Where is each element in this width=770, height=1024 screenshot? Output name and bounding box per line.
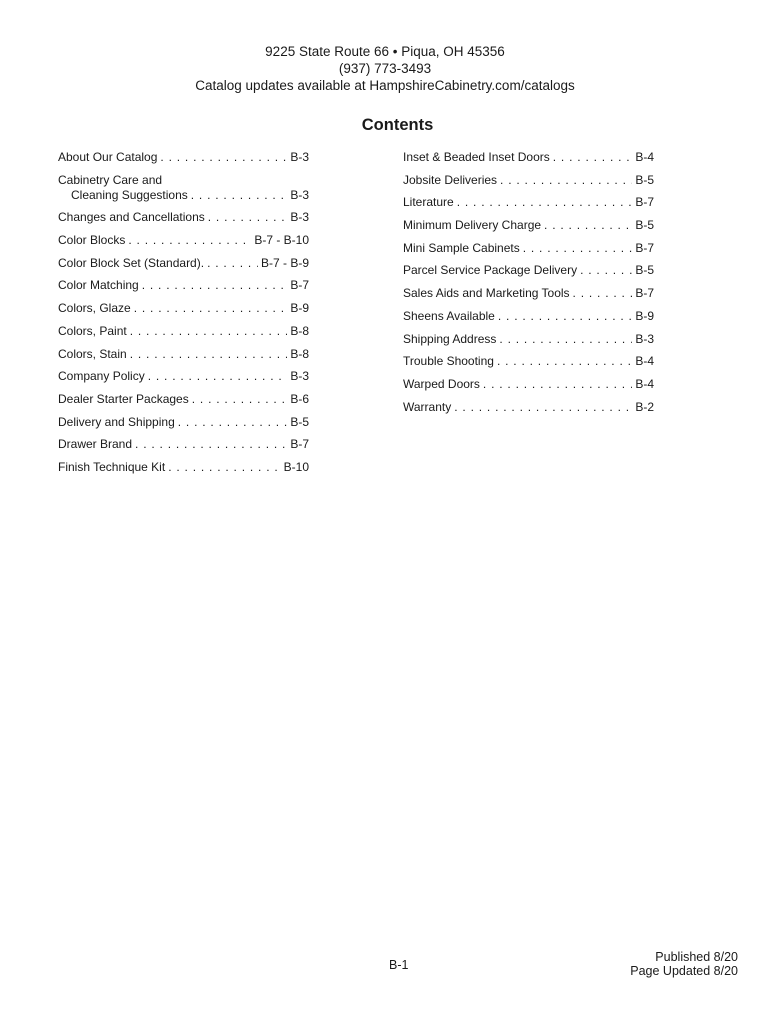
toc-entry-title-line: Sales Aids and Marketing Tools bbox=[403, 286, 570, 301]
toc-entry bbox=[58, 324, 309, 339]
toc-entry-page: B-7 - B-9 bbox=[260, 255, 309, 270]
toc-entry-title bbox=[403, 263, 577, 278]
toc-entry-page: B-9 bbox=[290, 301, 309, 316]
toc-entry bbox=[403, 332, 654, 347]
toc-entry-title bbox=[58, 460, 165, 475]
toc-entry bbox=[403, 354, 654, 369]
dot-leader bbox=[192, 392, 288, 407]
toc-entry bbox=[58, 256, 309, 271]
toc-entry-title-line: About Our Catalog bbox=[58, 150, 158, 164]
toc-entry bbox=[403, 263, 654, 278]
publication-info bbox=[630, 950, 738, 978]
toc-entry-title bbox=[58, 256, 204, 271]
toc-entry-title bbox=[58, 324, 127, 339]
toc-entry-page: B-3 bbox=[635, 331, 654, 346]
dot-leader bbox=[191, 188, 288, 203]
toc-entry-title bbox=[58, 392, 189, 407]
dot-leader bbox=[135, 437, 287, 452]
toc-entry-title-line: Minimum Delivery Charge bbox=[403, 218, 542, 233]
dot-leader bbox=[497, 354, 632, 369]
toc-entry-title-line: Inset & Beaded Inset Doors bbox=[403, 150, 550, 164]
phone-line: (937) 773-3493 bbox=[338, 61, 432, 76]
dot-leader bbox=[208, 210, 288, 225]
toc-entry-page: B-3 bbox=[290, 369, 309, 384]
toc-left-column bbox=[58, 150, 309, 483]
toc-entry bbox=[403, 286, 654, 301]
toc-entry-title-line: Cabinetry Care and bbox=[58, 172, 163, 187]
address-line: 9225 State Route 66 • Piqua, OH 45356 bbox=[265, 44, 505, 59]
toc-entry-title bbox=[58, 278, 139, 293]
dot-leader bbox=[128, 233, 251, 248]
toc-entry-page: B-4 bbox=[635, 354, 654, 369]
toc-entry-title bbox=[58, 233, 125, 248]
toc-entry bbox=[58, 278, 309, 293]
toc-entry-title-line: Warped Doors bbox=[403, 376, 480, 391]
toc-entry-title-line: Parcel Service Package Delivery bbox=[403, 263, 578, 278]
toc-entry-title-line: Trouble Shooting bbox=[403, 354, 494, 369]
toc-right-column bbox=[403, 150, 654, 422]
toc-entry-title bbox=[58, 415, 175, 430]
toc-entry-title-line: Literature bbox=[403, 195, 454, 210]
toc-entry-title bbox=[403, 218, 541, 233]
updated-date: Page Updated 8/20 bbox=[630, 964, 738, 978]
toc-entry-page: B-7 bbox=[635, 286, 654, 301]
toc-entry bbox=[403, 150, 654, 165]
toc-entry-title bbox=[403, 377, 480, 392]
dot-leader bbox=[483, 377, 632, 392]
toc-entry-title-line: Sheens Available bbox=[403, 308, 495, 323]
dot-leader bbox=[457, 195, 633, 210]
dot-leader bbox=[573, 286, 633, 301]
toc-entry-page: B-7 - B-10 bbox=[254, 233, 309, 248]
toc-entry-page: B-8 bbox=[290, 323, 309, 338]
dot-leader bbox=[168, 460, 280, 475]
toc-entry bbox=[403, 218, 654, 233]
toc-entry-page: B-10 bbox=[283, 459, 309, 474]
toc-entry-title-line: Cleaning Suggestions bbox=[71, 187, 188, 202]
toc-entry-title-line: Color Matching bbox=[58, 278, 139, 293]
dot-leader bbox=[580, 263, 632, 278]
toc-entry-title bbox=[403, 241, 520, 256]
toc-entry-page: B-7 bbox=[635, 240, 654, 255]
dot-leader bbox=[130, 324, 288, 339]
toc-entry-page: B-7 bbox=[290, 278, 309, 293]
dot-leader bbox=[500, 173, 632, 188]
toc-entry-page: B-5 bbox=[635, 263, 654, 278]
toc-entry-title bbox=[58, 210, 205, 225]
toc-entry-title-line: Dealer Starter Packages bbox=[58, 391, 189, 406]
dot-leader bbox=[207, 256, 258, 271]
toc-entry-title bbox=[58, 173, 188, 203]
toc-entry bbox=[403, 195, 654, 210]
toc-entry-page: B-5 bbox=[635, 218, 654, 233]
toc-entry-title-line: Company Policy bbox=[58, 369, 145, 384]
toc-entry bbox=[58, 460, 309, 475]
toc-entry-title-line: Colors, Stain bbox=[58, 346, 127, 361]
toc-entry-title-line: Shipping Address bbox=[403, 331, 497, 346]
toc-entry-page: B-2 bbox=[635, 399, 654, 414]
toc-entry bbox=[58, 415, 309, 430]
dot-leader bbox=[544, 218, 632, 233]
toc-entry-title-line: Changes and Cancellations bbox=[58, 210, 205, 225]
toc-entry bbox=[58, 301, 309, 316]
dot-leader bbox=[178, 415, 288, 430]
page-header bbox=[0, 43, 770, 94]
toc-entry-title-line: Delivery and Shipping bbox=[58, 414, 175, 429]
toc-entry bbox=[58, 369, 309, 384]
dot-leader bbox=[553, 150, 633, 165]
toc-entry-title bbox=[403, 150, 550, 165]
toc-entry-page: B-7 bbox=[635, 195, 654, 210]
toc-entry-title bbox=[403, 173, 497, 188]
toc-entry-title bbox=[403, 286, 570, 301]
dot-leader bbox=[499, 332, 632, 347]
contents-title: Contents bbox=[361, 116, 434, 134]
toc-entry bbox=[58, 437, 309, 452]
toc-entry bbox=[403, 173, 654, 188]
toc-entry-title-line: Color Block Set (Standard). bbox=[58, 255, 205, 270]
toc-entry-title bbox=[58, 347, 127, 362]
published-date: Published 8/20 bbox=[655, 950, 738, 964]
toc-entry-page: B-5 bbox=[290, 414, 309, 429]
toc-entry-title bbox=[58, 369, 145, 384]
toc-entry-title-line: Mini Sample Cabinets bbox=[403, 240, 520, 255]
toc-entry-title-line: Finish Technique Kit bbox=[58, 459, 166, 474]
toc-entry-page: B-7 bbox=[290, 437, 309, 452]
toc-entry bbox=[403, 377, 654, 392]
toc-entry-page: B-4 bbox=[635, 150, 654, 164]
toc-entry-title-line: Jobsite Deliveries bbox=[403, 172, 498, 187]
toc-entry bbox=[58, 347, 309, 362]
toc-entry bbox=[58, 173, 309, 203]
toc-entry-page: B-9 bbox=[635, 308, 654, 323]
toc-entry bbox=[58, 233, 309, 248]
toc-entry-page: B-8 bbox=[290, 346, 309, 361]
toc-entry bbox=[58, 392, 309, 407]
toc-entry-page: B-3 bbox=[290, 210, 309, 225]
toc-entry bbox=[58, 210, 309, 225]
dot-leader bbox=[523, 241, 633, 256]
page-number: B-1 bbox=[389, 958, 409, 972]
dot-leader bbox=[130, 347, 288, 362]
toc-entry-title bbox=[403, 332, 496, 347]
toc-entry-title bbox=[403, 309, 495, 324]
dot-leader bbox=[148, 369, 288, 384]
toc-entry-page: B-3 bbox=[290, 150, 309, 164]
toc-entry bbox=[403, 400, 654, 415]
toc-entry-title bbox=[58, 437, 132, 452]
toc-entry-page: B-4 bbox=[635, 376, 654, 391]
toc-entry-page: B-5 bbox=[635, 172, 654, 187]
toc-entry bbox=[403, 309, 654, 324]
catalog-note: Catalog updates available at HampshireCabinetry.com/catalogs bbox=[195, 78, 575, 93]
dot-leader bbox=[454, 400, 632, 415]
toc-entry-page: B-3 bbox=[290, 187, 309, 202]
toc-entry-title-line: Colors, Glaze bbox=[58, 301, 131, 316]
toc-entry-title bbox=[58, 301, 131, 316]
toc-entry-title bbox=[403, 400, 451, 415]
dot-leader bbox=[498, 309, 632, 324]
toc-entry-title bbox=[403, 354, 494, 369]
toc-entry-title bbox=[403, 195, 454, 210]
toc-entry-page: B-6 bbox=[290, 391, 309, 406]
toc-entry-title-line: Color Blocks bbox=[58, 233, 126, 248]
toc-entry-title-line: Warranty bbox=[403, 399, 452, 414]
toc-entry-title bbox=[58, 150, 157, 165]
dot-leader bbox=[160, 150, 287, 165]
toc-entry bbox=[403, 241, 654, 256]
toc-entry bbox=[58, 150, 309, 165]
dot-leader bbox=[134, 301, 288, 316]
toc-entry-title-line: Drawer Brand bbox=[58, 437, 133, 452]
dot-leader bbox=[142, 278, 288, 293]
toc-entry-title-line: Colors, Paint bbox=[58, 323, 127, 338]
